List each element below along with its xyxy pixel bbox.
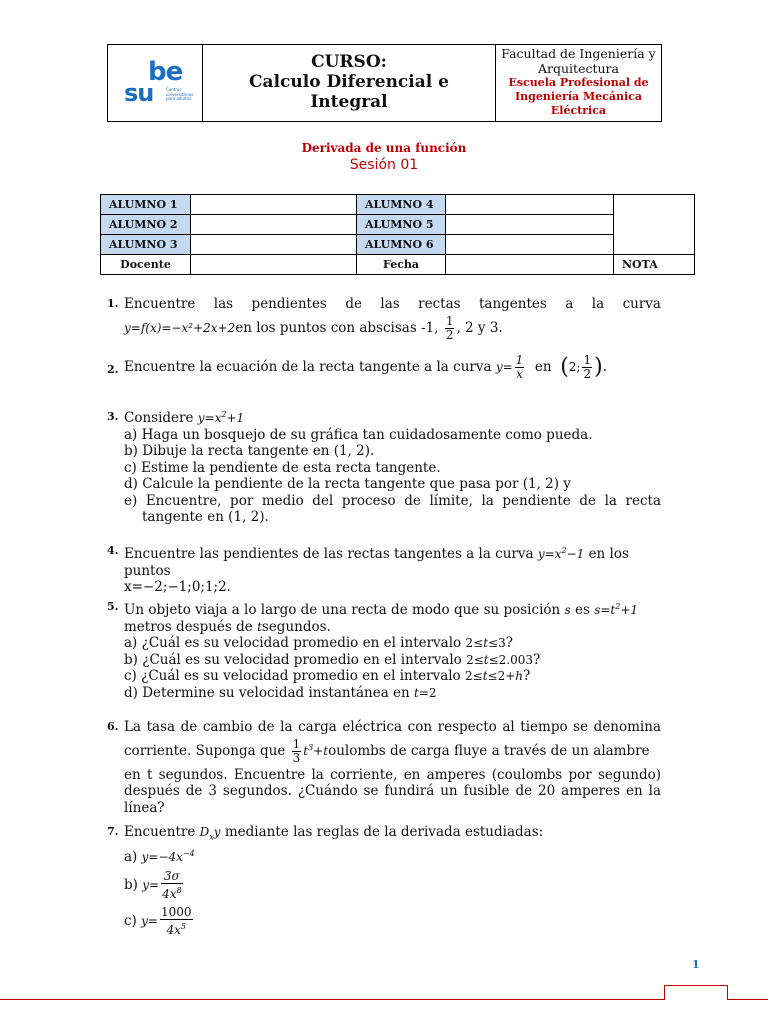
footer-line	[727, 999, 768, 1000]
question-text: en t segundos. Encuentre la corriente, en amperes (coulombs por segundo) después de 3 segundos. ¿Cuándo se fundirá un fusible de 20 amperes en la línea?	[124, 766, 661, 816]
label-alumno-5: ALUMNO 5	[357, 215, 446, 235]
question-1	[107, 296, 661, 342]
math-expr: $y=-4x^{-4}$	[141, 848, 195, 864]
question-line	[124, 543, 661, 579]
page-number: 1	[692, 958, 700, 971]
math-expr: y=	[141, 914, 158, 929]
question-text: Encuentre las pendientes de las rectas tangentes a la curva	[124, 546, 534, 562]
school-name: Escuela Profesional de Ingeniería Mecánica Eléctrica	[508, 76, 649, 117]
item-d: d) Calcule la pendiente de la recta tangente que pasa por (1, 2) y	[124, 476, 571, 492]
logo-cell	[108, 45, 203, 121]
students-table	[100, 194, 695, 275]
denominator: $4x^5$	[166, 922, 186, 938]
label-alumno-4: ALUMNO 4	[357, 195, 446, 215]
session-title: Sesión 01	[349, 157, 419, 173]
question-text: Un objeto viaja a lo largo de una recta de modo que su posición	[124, 602, 561, 618]
question-number: 3.	[107, 410, 119, 423]
math-expr: 2;	[568, 360, 581, 374]
denominator: $4x^8$	[162, 886, 182, 902]
fraction	[445, 315, 455, 342]
item-b: b) ¿Cuál es su velocidad promedio en el intervalo 2≤t≤2.003?	[124, 651, 541, 668]
math-expr: t	[257, 619, 262, 634]
question-line: Encuentre la ecuación de la recta tangente a la curva y= $\frac{1}{x}$ en (2; $\frac{1}{2}$ ).	[124, 353, 607, 381]
question-text: es	[574, 602, 590, 618]
question-number: 2.	[107, 363, 119, 376]
item-a: a) ¿Cuál es su velocidad promedio en el intervalo 2≤t≤3?	[124, 635, 513, 651]
item-c: c) ¿Cuál es su velocidad promedio en el intervalo 2≤t≤2+h?	[124, 668, 531, 684]
question-4	[107, 543, 661, 596]
label-docente: Docente	[101, 255, 191, 275]
field-fecha[interactable]	[446, 255, 614, 275]
question-line	[124, 619, 661, 636]
item-a: a) Haga un bosquejo de su gráfica tan cuidadosamente como pueda.	[124, 426, 593, 443]
math-expr: $D_xy$	[199, 825, 221, 842]
question-text: La tasa de cambio de la carga eléctrica con respecto al tiempo se denomina	[124, 719, 661, 735]
field-docente[interactable]	[191, 255, 357, 275]
item-b: b) Dibuje la recta tangente en (1, 2).	[124, 443, 375, 459]
label-alumno-2: ALUMNO 2	[101, 215, 191, 235]
field-alumno-4[interactable]	[446, 195, 614, 215]
function-expr: $y=x^2-1$	[537, 546, 585, 561]
question-text: segundos.	[261, 618, 331, 635]
denominator: 3	[292, 750, 301, 765]
numerator: 1	[292, 736, 301, 751]
fraction	[161, 870, 183, 901]
item-label: b)	[124, 877, 138, 894]
question-line	[124, 407, 661, 427]
function-expr: $y=x^2+1$	[197, 410, 245, 425]
logo-su: su	[124, 79, 154, 107]
question-text: x=−2;−1;0;1;2.	[124, 579, 231, 595]
question-number: 1.	[107, 297, 119, 310]
math-expr: (	[560, 354, 569, 380]
fraction	[292, 738, 302, 765]
course-header	[107, 44, 662, 122]
question-line	[124, 579, 661, 596]
math-expr: 2≤t≤2+h	[465, 669, 524, 683]
nota-value-cell[interactable]	[614, 195, 695, 255]
question-line	[124, 599, 661, 619]
numerator: 1	[515, 353, 524, 367]
denominator: 2	[445, 327, 454, 342]
item-text: c) ¿Cuál es su velocidad promedio en el intervalo	[124, 668, 461, 684]
question-text: Considere	[124, 410, 194, 426]
field-alumno-1[interactable]	[191, 195, 357, 215]
topic-title: Derivada de una función	[301, 141, 467, 155]
label-alumno-3: ALUMNO 3	[101, 235, 191, 255]
question-text: Encuentre	[124, 824, 196, 840]
field-alumno-3[interactable]	[191, 235, 357, 255]
math-expr: 2≤t≤2.003	[466, 652, 534, 667]
question-text: Encuentre la ecuación de la recta tangente a la curva	[124, 359, 492, 375]
math-expr: s	[564, 603, 571, 617]
question-text: metros después de	[124, 618, 253, 635]
course-name: Calculo Diferencial e Integral	[249, 72, 449, 112]
item-text: b) ¿Cuál es su velocidad promedio en el intervalo	[124, 651, 462, 668]
question-7	[107, 824, 661, 937]
faculty-name: Facultad de Ingeniería y Arquitectura	[501, 46, 656, 76]
question-text: Encuentre las pendientes de las rectas tangentes a la curva	[124, 296, 661, 312]
math-expr: 2≤t≤3	[465, 636, 506, 650]
footer-line	[0, 999, 664, 1000]
numerator: 1	[583, 353, 592, 367]
math-expr: y=	[142, 878, 160, 893]
sube-logo	[122, 57, 192, 109]
item-a	[124, 846, 661, 866]
item-e: e) Encuentre, por medio del proceso de límite, la pendiente de la recta tangente en (1, 2).	[124, 492, 661, 525]
math-expr: $t^3+t$	[303, 742, 329, 758]
denominator: 2	[583, 367, 592, 381]
label-fecha: Fecha	[357, 255, 446, 275]
question-number: 4.	[107, 544, 119, 557]
item-c: c) Estime la pendiente de esta recta tangente.	[124, 459, 441, 476]
question-text: oulombs de carga fluye a través de un alambre	[328, 742, 650, 759]
course-title-cell	[203, 45, 496, 121]
item-label: c)	[124, 913, 137, 930]
item-text: d) Determine su velocidad instantánea en	[124, 684, 410, 701]
numerator: 1000	[160, 905, 192, 920]
question-6	[107, 719, 661, 816]
field-alumno-6[interactable]	[446, 235, 614, 255]
question-text: en los puntos con abscisas -1,	[235, 319, 439, 336]
numerator: 1	[445, 313, 454, 328]
item-b	[124, 870, 661, 901]
math-expr: )	[594, 354, 603, 380]
question-line	[124, 824, 661, 846]
item-d	[124, 685, 661, 702]
question-text: en	[534, 359, 552, 375]
question-number: 7.	[107, 825, 119, 838]
label-alumno-1: ALUMNO 1	[101, 195, 191, 215]
fraction	[160, 906, 193, 937]
field-alumno-5[interactable]	[446, 215, 614, 235]
logo-tagline: Centros universitarios para adultos	[166, 87, 194, 101]
label-alumno-6: ALUMNO 6	[357, 235, 446, 255]
question-number: 5.	[107, 600, 119, 613]
question-number: 6.	[107, 720, 119, 733]
function-expr: y=f(x)=−x²+2x+2	[124, 320, 236, 335]
question-line	[124, 315, 661, 342]
item-text: a) ¿Cuál es su velocidad promedio en el intervalo	[124, 635, 462, 651]
question-3	[107, 407, 661, 526]
question-2	[107, 354, 661, 381]
faculty-cell	[496, 45, 661, 121]
footer-tab	[664, 985, 728, 1000]
denominator: x	[516, 367, 523, 381]
fraction	[582, 354, 592, 381]
field-alumno-2[interactable]	[191, 215, 357, 235]
math-expr: t=2	[414, 685, 437, 700]
logo-be: be	[148, 57, 183, 87]
label-nota: NOTA	[614, 255, 695, 275]
item-label: a)	[124, 848, 138, 865]
question-text: mediante las reglas de la derivada estudiadas:	[224, 824, 544, 840]
function-expr: $s=t^2+1$	[594, 602, 639, 617]
numerator: 3σ	[161, 870, 183, 884]
question-text: , 2 y 3.	[456, 319, 503, 336]
question-text: en los puntos	[124, 546, 629, 579]
question-5	[107, 599, 661, 701]
math-expr: y=	[495, 360, 513, 374]
course-label: CURSO:	[311, 52, 387, 72]
question-line	[124, 738, 661, 765]
fraction	[515, 354, 525, 381]
question-text: corriente. Suponga que	[124, 742, 286, 759]
item-c	[124, 906, 661, 937]
